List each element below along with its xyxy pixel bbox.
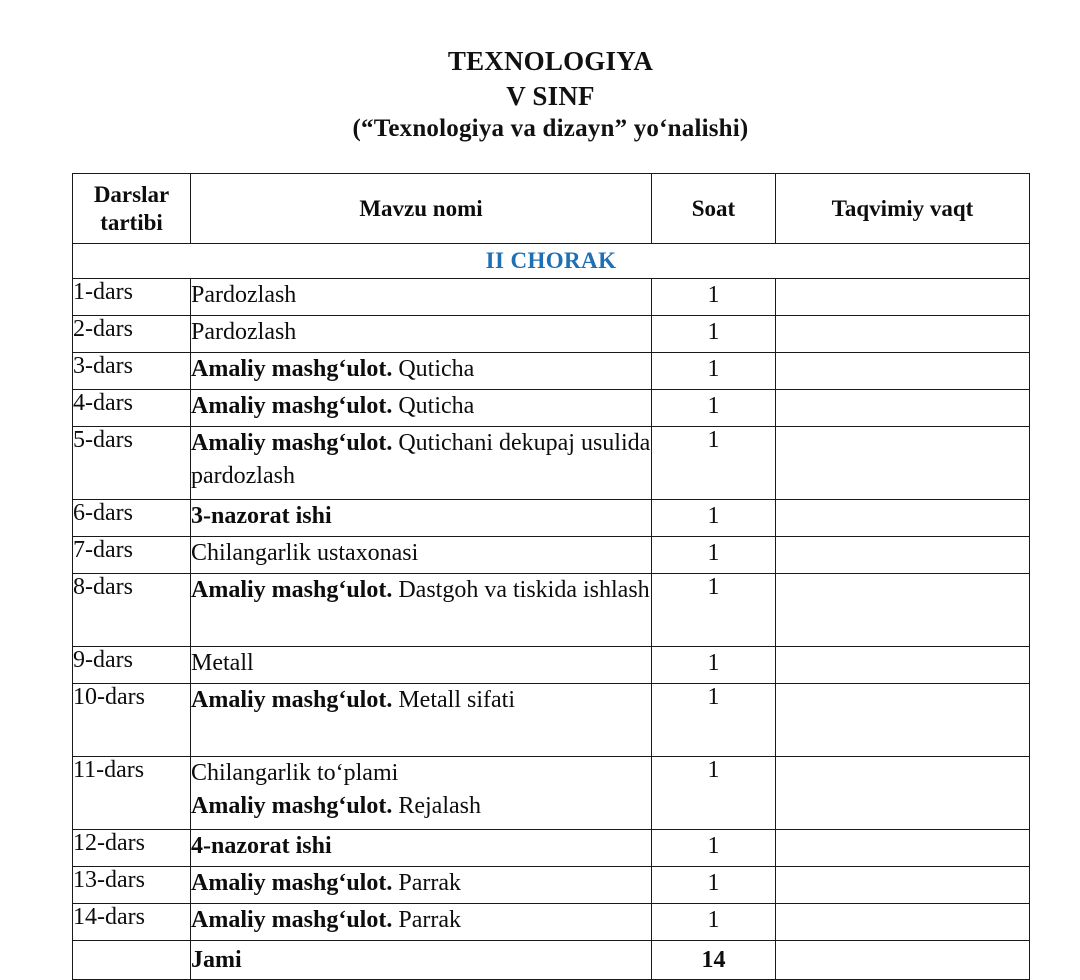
lesson-hours-cell: 1 [652,537,776,574]
lesson-topic-cell [191,830,652,867]
lesson-hours-cell: 1 [652,574,776,647]
topic-emphasis: Amaliy mashg‘ulot. [191,907,393,933]
lesson-order-cell: 8-dars [73,574,191,647]
table-row [73,353,1030,390]
page-subtitle-track: (“Texnologiya va dizayn” yo‘nalishi) [352,115,749,143]
lesson-order-cell: 2-dars [73,316,191,353]
lesson-hours-cell: 1 [652,500,776,537]
document-title-block [72,44,1029,145]
lesson-hours-cell: 1 [652,684,776,757]
topic-text: Qutichani dekupaj usulida pardozlash [191,430,651,489]
lesson-topic-cell [191,279,652,316]
lesson-order-cell: 4-dars [73,390,191,427]
topic-emphasis: Amaliy mashg‘ulot. [191,430,393,456]
lesson-hours-cell: 1 [652,647,776,684]
lesson-date-cell[interactable] [776,867,1030,904]
lesson-date-cell[interactable] [776,316,1030,353]
lesson-date-cell[interactable] [776,574,1030,647]
lesson-topic-cell [191,904,652,941]
column-header-topic: Mavzu nomi [191,174,652,244]
lesson-hours-cell: 1 [652,867,776,904]
lesson-order-cell: 3-dars [73,353,191,390]
lesson-date-cell[interactable] [776,830,1030,867]
topic-text: Metall sifati [392,687,515,713]
total-hours-value: 14 [652,941,776,980]
lesson-date-cell[interactable] [776,757,1030,830]
lesson-topic-cell [191,867,652,904]
lesson-topic-cell [191,684,652,757]
lesson-topic-cell [191,427,652,500]
lesson-date-cell[interactable] [776,500,1030,537]
lesson-order-cell: 9-dars [73,647,191,684]
table-row [73,279,1030,316]
lesson-hours-cell: 1 [652,316,776,353]
topic-text: Parrak [392,907,461,933]
table-body [73,244,1030,980]
lesson-hours-cell: 1 [652,904,776,941]
topic-text: Rejalash [392,792,481,819]
topic-emphasis: Amaliy mashg‘ulot. [191,687,393,713]
lesson-topic-cell [191,537,652,574]
quarter-banner-label: II CHORAK [73,244,1030,279]
lesson-schedule-table [72,173,1030,980]
column-header-hours: Soat [652,174,776,244]
table-row [73,904,1030,941]
topic-text: Chilangarlik to‘plami [191,760,399,786]
topic-text: Parrak [392,870,461,896]
table-row [73,867,1030,904]
lesson-date-cell[interactable] [776,390,1030,427]
total-date-cell [776,941,1030,980]
table-row [73,390,1030,427]
lesson-date-cell[interactable] [776,427,1030,500]
topic-emphasis: Amaliy mashg‘ulot. [191,393,393,419]
lesson-topic-cell [191,390,652,427]
topic-text: Metall [191,650,254,676]
lesson-topic-cell [191,353,652,390]
lesson-topic-cell [191,574,652,647]
topic-text: Chilangarlik ustaxonasi [191,540,419,566]
lesson-date-cell[interactable] [776,279,1030,316]
table-row [73,647,1030,684]
topic-text: Pardozlash [191,282,297,308]
total-label: Jami [191,941,652,980]
table-header [73,174,1030,244]
lesson-hours-cell: 1 [652,353,776,390]
lesson-date-cell[interactable] [776,647,1030,684]
table-row [73,684,1030,757]
lesson-date-cell[interactable] [776,537,1030,574]
lesson-topic-cell [191,500,652,537]
lesson-topic-cell [191,316,652,353]
lesson-order-cell: 7-dars [73,537,191,574]
topic-emphasis: Amaliy mashg‘ulot. [191,356,393,382]
lesson-order-cell: 13-dars [73,867,191,904]
lesson-date-cell[interactable] [776,353,1030,390]
lesson-hours-cell: 1 [652,390,776,427]
topic-emphasis: Amaliy mashg‘ulot. [191,870,393,896]
quarter-banner-row [73,244,1030,279]
lesson-hours-cell: 1 [652,757,776,830]
table-header-row [73,174,1030,244]
lesson-hours-cell: 1 [652,279,776,316]
column-header-date: Taqvimiy vaqt [776,174,1030,244]
total-order-cell [73,941,191,980]
lesson-hours-cell: 1 [652,830,776,867]
topic-emphasis: 4-nazorat ishi [191,833,332,859]
table-row [73,500,1030,537]
topic-text: Dastgoh va tiskida ishlash [392,577,650,603]
page-subtitle-grade: V SINF [506,80,595,111]
table-row [73,757,1030,830]
lesson-order-cell: 5-dars [73,427,191,500]
lesson-order-cell: 14-dars [73,904,191,941]
lesson-order-cell: 1-dars [73,279,191,316]
lesson-date-cell[interactable] [776,684,1030,757]
lesson-topic-cell [191,647,652,684]
table-row [73,316,1030,353]
table-row [73,537,1030,574]
topic-text: Quticha [392,356,475,382]
lesson-order-cell: 12-dars [73,830,191,867]
topic-emphasis: 3-nazorat ishi [191,503,332,529]
table-row [73,830,1030,867]
lesson-order-cell: 6-dars [73,500,191,537]
lesson-topic-cell [191,757,652,830]
lesson-hours-cell: 1 [652,427,776,500]
lesson-order-cell: 11-dars [73,757,191,830]
table-row [73,427,1030,500]
page-title: TEXNOLOGIYA [447,46,654,76]
lesson-order-cell: 10-dars [73,684,191,757]
topic-text: Quticha [392,393,475,419]
column-header-order: Darslar tartibi [73,174,191,244]
table-row [73,574,1030,647]
topic-text: Pardozlash [191,319,297,345]
lesson-date-cell[interactable] [776,904,1030,941]
topic-emphasis: Amaliy mashg‘ulot. [191,577,393,603]
table-total-row [73,941,1030,980]
topic-emphasis: Amaliy mashg‘ulot. [191,792,393,819]
